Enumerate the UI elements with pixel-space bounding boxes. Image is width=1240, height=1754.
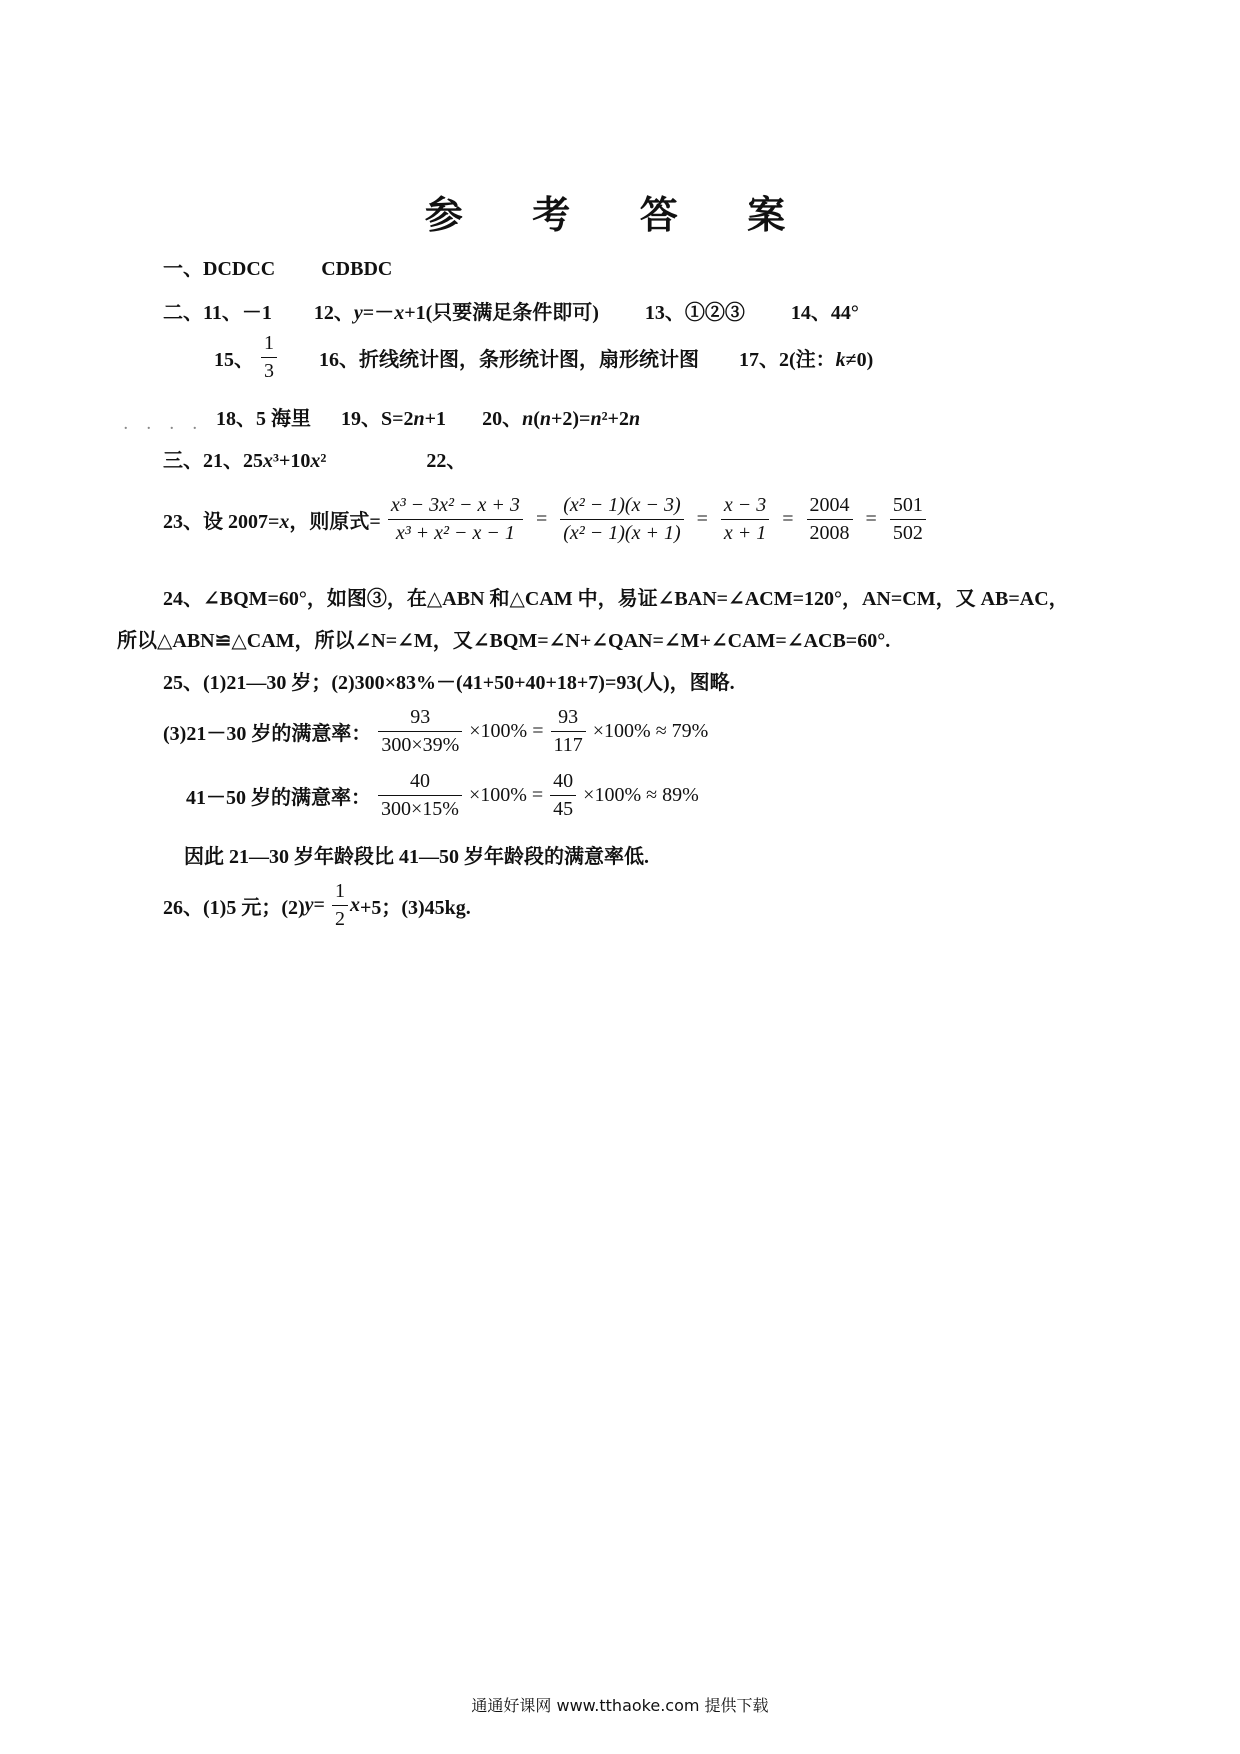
q12-y: y	[353, 302, 363, 324]
q23-f1-num: x³ − 3x² − x + 3	[388, 494, 523, 520]
q17-suffix: ≠0)	[845, 349, 874, 371]
q23-mid: ，则原式=	[289, 511, 381, 533]
page-title: 参 考 答 案	[424, 195, 816, 237]
q14-answer: 14、44°	[790, 302, 859, 324]
q21-mid: ³+10	[273, 450, 311, 472]
q21-sq: ²	[320, 450, 327, 472]
q26-num: 1	[332, 880, 348, 906]
q20-n3: n	[590, 408, 602, 430]
q24-line-1: 24、∠BQM=60°，如图③，在△ABN 和△CAM 中，易证∠BAN=∠ACM=120°，AN=CM，又 AB=AC，	[163, 588, 1069, 610]
q26-line	[163, 880, 471, 931]
q25-p4-f2-den: 45	[553, 798, 574, 820]
q23-f3-num: x − 3	[721, 494, 769, 520]
q23-fraction-4	[807, 494, 853, 545]
q25-p4-result: ×100% ≈ 89%	[583, 784, 699, 806]
q25-p4-times: ×100% =	[468, 784, 544, 806]
q23-x: x	[279, 511, 290, 533]
section-2-line-2	[214, 332, 873, 383]
q16-answer: 16、折线统计图，条形统计图，扇形统计图	[319, 349, 699, 371]
q25-p3-f1-num: 93	[378, 706, 462, 732]
q23-f4-den: 2008	[809, 522, 850, 544]
q23-fraction-5	[890, 494, 926, 545]
q25-p3-result: ×100% ≈ 79%	[592, 720, 709, 742]
q25-p4-f2-num: 40	[550, 770, 576, 796]
q24-line-2: 所以△ABN≌△CAM，所以∠N=∠M，又∠BQM=∠N+∠QAN=∠M+∠CAM=∠ACB=60°.	[117, 630, 891, 652]
q26-den: 2	[334, 908, 345, 930]
q20-sq: ²+2	[601, 408, 629, 430]
q21-x2: x	[310, 450, 321, 472]
q25-p3-fraction-1	[378, 706, 462, 757]
q25-p3-times: ×100% =	[469, 720, 544, 742]
q25-p4-f1-num: 40	[378, 770, 462, 796]
q25-line-1: 25、(1)21—30 岁；(2)300×83%－(41+50+40+18+7)=93(人)，图略.	[163, 672, 735, 694]
q19-suffix: +1	[424, 408, 447, 430]
q23-f4-num: 2004	[807, 494, 853, 520]
q12-x: x	[394, 302, 405, 324]
q20-n2: n	[539, 408, 551, 430]
q23-label	[163, 511, 381, 533]
q13-answer: 13、①②③	[644, 302, 745, 324]
section-3-line	[163, 444, 466, 473]
q21-prefix: 三、21、25	[163, 450, 263, 472]
section-2-line-3	[216, 402, 640, 431]
q18-answer: 18、5 海里	[216, 408, 311, 430]
q12-suffix: +1(只要满足条件即可)	[404, 302, 599, 324]
q23-fraction-2	[560, 494, 683, 545]
q19-answer	[341, 408, 446, 430]
q26-suffix: +5；(3)45kg.	[359, 897, 471, 919]
footer-source: 通通好课网 www.tthaoke.com 提供下载	[471, 1696, 769, 1715]
q25-p4-f1-den: 300×15%	[381, 798, 459, 820]
q25-p3-f2-num: 93	[551, 706, 586, 732]
q23-f2-den: (x² − 1)(x + 1)	[563, 522, 681, 544]
q23-equals-2: =	[696, 508, 708, 530]
q12-mid: =－	[362, 302, 395, 324]
q15-label: 15、	[214, 349, 254, 371]
q23-f2-num: (x² − 1)(x − 3)	[560, 494, 683, 520]
q23-equals-4: =	[865, 508, 877, 530]
q23-equals-3: =	[782, 508, 794, 530]
q25-part-4	[186, 770, 699, 821]
q17-prefix: 17、2(注：	[739, 349, 836, 371]
q15-fraction	[261, 332, 277, 383]
q17-answer	[739, 349, 873, 371]
q20-answer	[482, 408, 640, 430]
q23-fraction-3	[721, 494, 769, 545]
q19-prefix: 19、S=2	[341, 408, 414, 430]
q25-part-3	[163, 706, 708, 757]
q23-f5-den: 502	[892, 522, 923, 544]
q20-n1: n	[522, 408, 534, 430]
q25-p3-label: (3)21－30 岁的满意率：	[163, 723, 372, 745]
q20-paren: (	[533, 408, 540, 430]
q25-p3-f1-den: 300×39%	[381, 734, 460, 756]
q25-p3-fraction-2	[551, 706, 586, 757]
q25-p4-fraction-2	[550, 770, 576, 821]
q20-prefix: 20、	[482, 408, 523, 430]
q23-line	[163, 494, 928, 545]
q25-p3-f2-den: 117	[553, 734, 583, 756]
q11-answer: 二、11、－1	[163, 302, 272, 324]
q20-plus: +2)=	[550, 408, 591, 430]
section-2-line-1	[163, 296, 859, 325]
q26-y: y	[304, 894, 314, 916]
q23-f1-den: x³ + x² − x − 1	[395, 522, 515, 544]
q12-prefix: 12、	[313, 302, 354, 324]
q22-answer: 22、	[426, 450, 467, 472]
q12-answer	[314, 302, 599, 324]
q26-fraction	[332, 880, 348, 931]
q19-n: n	[413, 408, 425, 430]
q20-n4: n	[628, 408, 641, 430]
q25-p4-label: 41－50 岁的满意率：	[186, 787, 371, 809]
q26-x: x	[349, 894, 360, 916]
q21-answer	[163, 450, 326, 472]
q17-k: k	[835, 349, 846, 371]
q23-f3-den: x + 1	[723, 522, 767, 544]
q25-conclusion: 因此 21—30 岁年龄段比 41—50 岁年龄段的满意率低.	[184, 846, 649, 868]
q26-equals: =	[313, 894, 325, 916]
q23-equals-1: =	[535, 508, 548, 530]
section-1-line	[163, 252, 392, 281]
q15-denominator: 3	[264, 360, 274, 382]
q23-prefix: 23、设 2007=	[163, 511, 280, 533]
q23-fraction-1	[388, 494, 523, 545]
q25-p4-fraction-1	[378, 770, 462, 821]
section-1-answers-b: CDBDC	[321, 258, 393, 280]
q21-x1: x	[263, 450, 273, 472]
q23-f5-num: 501	[890, 494, 926, 520]
q26-prefix: 26、(1)5 元；(2)	[163, 897, 305, 919]
section-1-answers-a: 一、DCDCC	[163, 258, 276, 280]
scan-dots: . . . .	[124, 418, 205, 433]
q15-numerator: 1	[261, 332, 277, 358]
